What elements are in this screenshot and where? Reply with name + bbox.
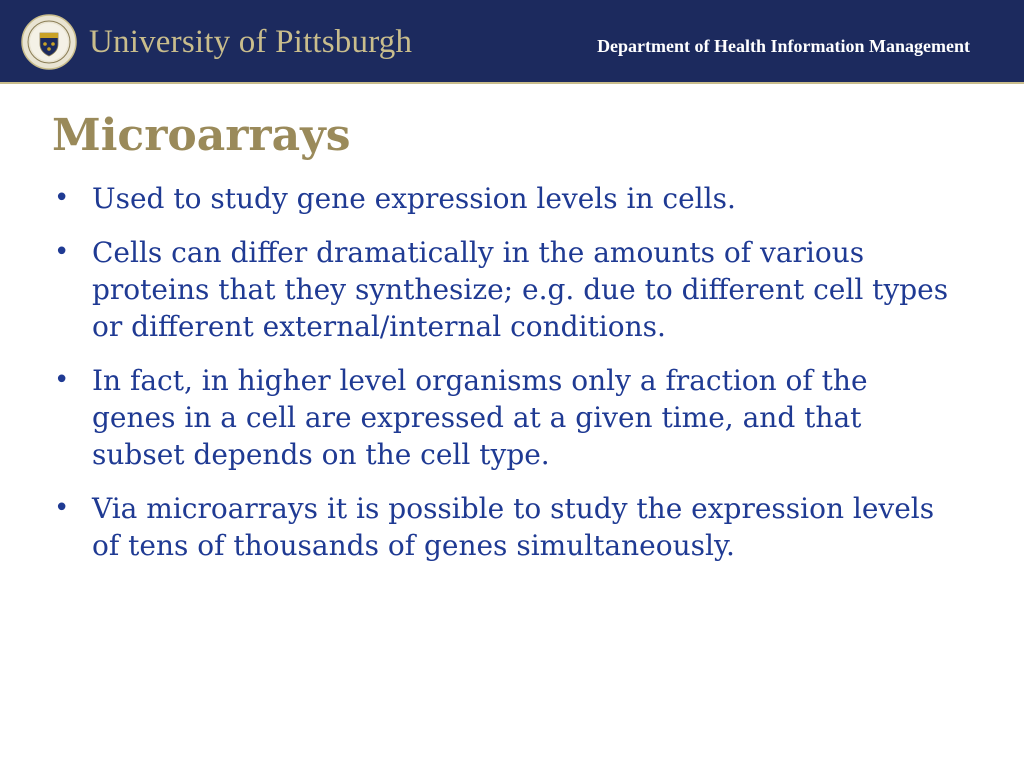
bullet-text: In fact, in higher level organisms only a fraction of the genes in a cell are expressed at a given time, and that subset depends on the cell type. <box>92 364 868 471</box>
department-name: Department of Health Information Management <box>597 36 970 56</box>
bullet-text: Used to study gene expression levels in cells. <box>92 182 736 215</box>
slide-title: Microarrays <box>52 110 351 161</box>
bullet-item <box>52 180 952 217</box>
university-name: University of Pittsburgh <box>89 24 413 60</box>
bullet-marker: • <box>54 237 70 267</box>
bullet-marker: • <box>54 365 70 395</box>
bullet-text: Cells can differ dramatically in the amounts of various proteins that they synthesize; e.g. due to different cell types or different external/internal conditions. <box>92 236 949 343</box>
header-bar <box>0 0 1024 84</box>
university-seal-icon <box>21 14 77 70</box>
bullet-item <box>52 234 952 345</box>
bullet-text: Via microarrays it is possible to study the expression levels of tens of thousands of genes simultaneously. <box>92 492 935 562</box>
bullet-list <box>52 180 952 581</box>
bullet-item <box>52 362 952 473</box>
bullet-marker: • <box>54 183 70 213</box>
bullet-marker: • <box>54 493 70 523</box>
bullet-item <box>52 490 952 564</box>
